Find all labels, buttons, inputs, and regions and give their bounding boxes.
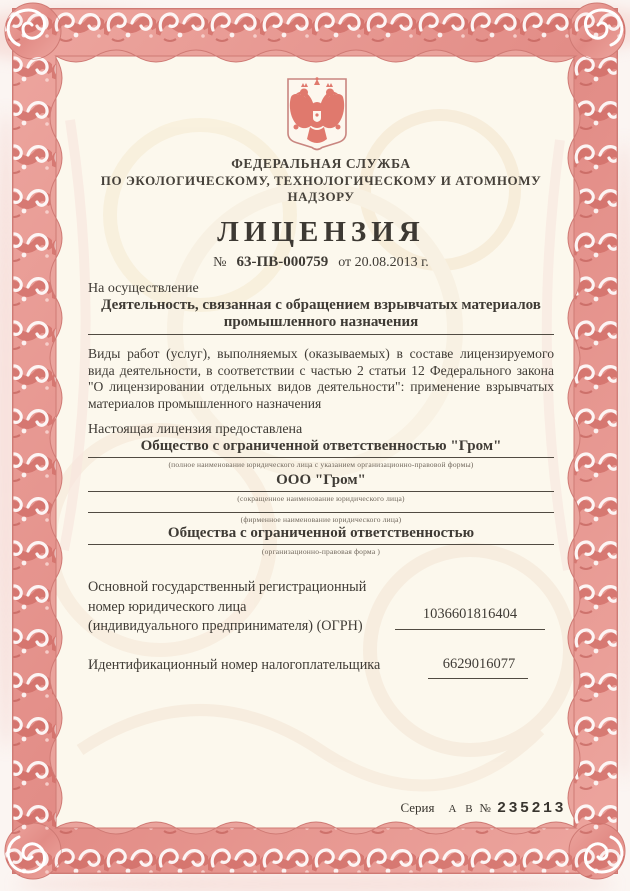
inn-label: Идентификационный номер налогоплательщика: [88, 657, 381, 673]
grantee-full-name: Общество с ограниченной ответственностью "Гром": [140, 438, 502, 454]
grantee-label: Настоящая лицензия предоставлена: [88, 422, 303, 437]
activity-underline: [88, 334, 554, 335]
legal-form-underline: [88, 544, 554, 545]
document-title: ЛИЦЕНЗИЯ: [217, 216, 425, 248]
license-date: от 20.08.2013 г.: [338, 255, 429, 270]
ogrn-value: 1036601816404: [422, 606, 518, 622]
series-line: [88, 800, 566, 817]
series-number-sign: №: [479, 801, 491, 815]
works-paragraph: Виды работ (услуг), выполняемых (оказываемых) в составе лицензируемого вида деятельности, в соответствии с частью 2 статьи 12 Федерального закона "О лицензировании отдельных видов деятельности": применение взрывчатых материалов промышленного назначения: [88, 346, 554, 411]
short-name-caption: (сокращенное наименование юридического лица): [237, 494, 405, 503]
grantee-short-name: ООО "Гром": [276, 472, 366, 488]
activity-label: На осуществление: [88, 281, 199, 296]
inn-value: 6629016077: [442, 656, 516, 672]
issuing-authority-line1: ФЕДЕРАЛЬНАЯ СЛУЖБА: [231, 156, 411, 171]
issuing-authority-line2: ПО ЭКОЛОГИЧЕСКОМУ, ТЕХНОЛОГИЧЕСКОМУ И АТОМНОМУ НАДЗОРУ: [100, 173, 542, 204]
short-name-underline: [88, 491, 554, 492]
license-number-line: [88, 254, 554, 271]
activity-line1: Деятельность, связанная с обращением взрывчатых материалов: [101, 297, 541, 313]
inn-underline: [428, 678, 528, 679]
ogrn-label-line2: номер юридического лица: [88, 598, 247, 615]
ogrn-underline: [395, 629, 545, 630]
full-name-underline: [88, 457, 554, 458]
ogrn-label: [88, 578, 398, 637]
double-headed-eagle-icon: [284, 77, 350, 153]
series-letters: А В: [448, 803, 476, 815]
ogrn-label-line1: Основной государственный регистрационный: [88, 579, 367, 595]
ogrn-label-line3: (индивидуального предпринимателя) (ОГРН): [88, 618, 363, 635]
grantee-legal-form: Общества с ограниченной ответственностью: [167, 525, 475, 541]
license-number: 63-ПВ-000759: [236, 254, 329, 270]
series-number: 235213: [496, 800, 566, 817]
number-sign: №: [213, 255, 227, 270]
brand-name-underline: [88, 512, 554, 513]
activity-line2: промышленного назначения: [223, 314, 419, 330]
legal-form-caption: (организационно-правовая форма ): [261, 547, 381, 556]
full-name-caption: (полное наименование юридического лица с указанием организационно-правовой формы): [168, 460, 474, 469]
series-label: Серия: [400, 800, 435, 815]
brand-name-caption: (фирменное наименование юридического лица): [240, 515, 402, 524]
